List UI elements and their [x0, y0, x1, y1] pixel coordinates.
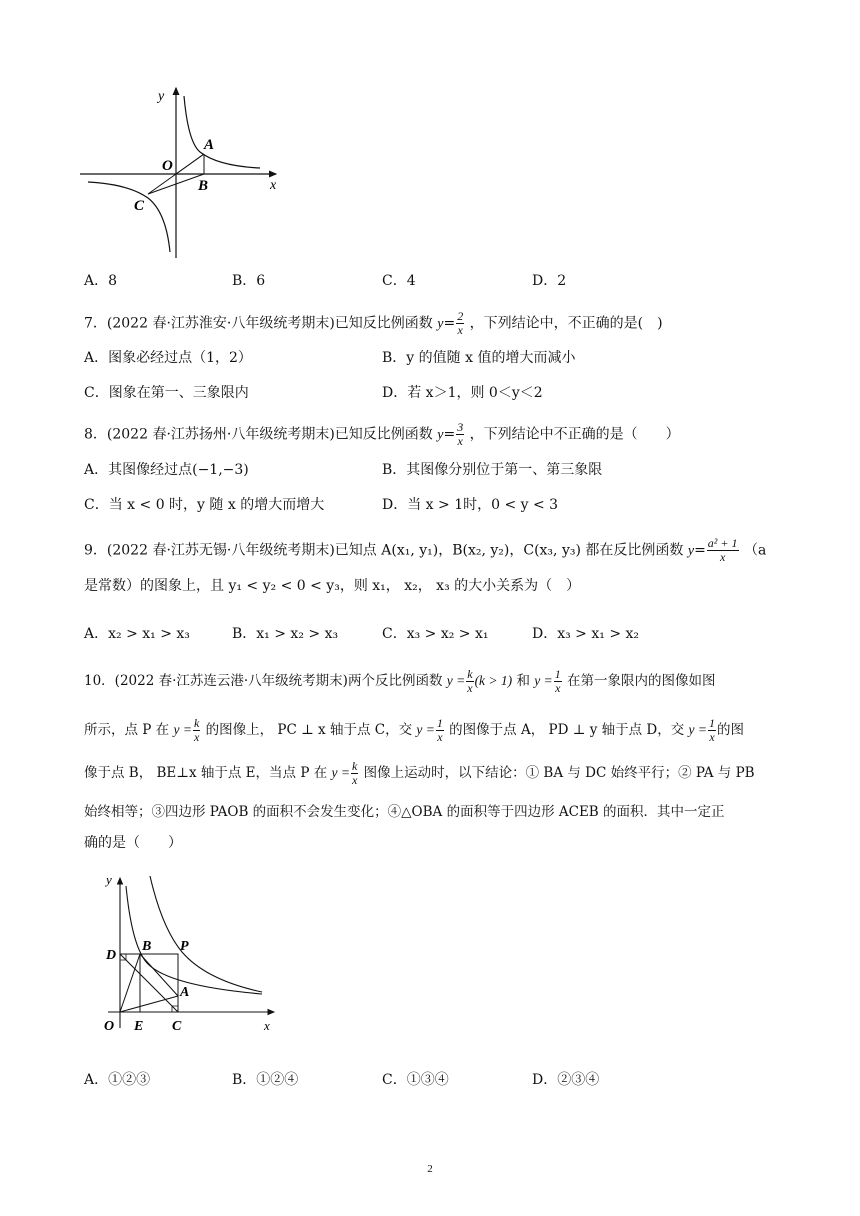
- q10-stem-line4: 始终相等；③四边形 PAOB 的面积不会发生变化；④△OBA 的面积等于四边形 ACEB 的面积．其中一定正: [84, 804, 725, 820]
- q10-frac-3: $\frac{k}{x}$: [193, 716, 200, 744]
- q8-fraction: $\frac{3}{x}$: [457, 420, 464, 448]
- q10-text-3: 在第一象限内的图像如图: [567, 673, 716, 689]
- label-x: x: [270, 178, 277, 193]
- label-D: D: [106, 948, 117, 963]
- q10-f6-lhs: y =: [331, 765, 350, 780]
- q8-option-b[interactable]: B．其图像分别位于第一、第三象限: [382, 462, 603, 478]
- label-P: P: [180, 939, 189, 954]
- q10-text-8: 像于点 B， BE⊥x 轴于点 E，当点 P 在: [84, 765, 328, 781]
- q10-option-a[interactable]: A．①②③: [84, 1072, 151, 1088]
- label-O: O: [104, 1019, 115, 1034]
- label-B: B: [142, 939, 152, 954]
- label-y: y: [158, 89, 165, 104]
- label-x: x: [264, 1018, 270, 1033]
- q10-figure: [96, 868, 286, 1038]
- segment-BA: [140, 954, 178, 996]
- q10-f2-lhs: y =: [534, 673, 553, 688]
- q10-text-4: 所示，点 P 在: [84, 722, 170, 738]
- label-C: C: [172, 1019, 182, 1034]
- q9-stem-line2: 是常数）的图象上，且 y₁ < y₂ < 0 < y₃，则 x₁， x₂， x₃ 的大小关系为（ ）: [84, 578, 581, 594]
- q9-stem-text-2: （a: [743, 542, 767, 559]
- q6-option-b[interactable]: B．6: [232, 273, 266, 289]
- q8-stem-text-2: ，下列结论中不正确的是（ ）: [469, 426, 680, 443]
- q9-option-b[interactable]: B．x₁ > x₂ > x₃: [232, 626, 339, 642]
- q9-option-a[interactable]: A．x₂ > x₁ > x₃: [84, 626, 190, 642]
- q10-text-1: 10．(2022 春·江苏连云港·八年级统考期末)两个反比例函数: [84, 673, 443, 689]
- q7-func-eq: =: [443, 315, 456, 332]
- q7-stem-text-2: ，下列结论中，不正确的是( ): [469, 315, 663, 332]
- hyperbola-branch-2: [88, 182, 170, 252]
- q7-option-a[interactable]: A．图象必经过点（1，2）: [84, 350, 252, 366]
- q6-figure: [78, 82, 288, 262]
- q8-func-lhs: y: [437, 427, 444, 443]
- q7-func-lhs: y: [437, 316, 444, 332]
- q10-text-6: 的图像于点 A， PD ⊥ y 轴于点 D，交: [449, 722, 685, 738]
- q10-text-9: 图像上运动时，以下结论：① BA 与 DC 始终平行；② PA 与 PB: [363, 765, 755, 781]
- q10-frac-4: $\frac{1}{x}$: [436, 716, 443, 744]
- q10-text-7: 的图: [717, 722, 745, 738]
- q8-func-eq: =: [443, 426, 456, 443]
- q9-stem-text: 9．(2022 春·江苏无锡·八年级统考期末)已知点 A(x₁, y₁)，B(x₂, y₂)，C(x₃, y₃) 都在反比例函数: [84, 542, 684, 559]
- q7-stem: [84, 310, 663, 337]
- q7-fraction: $\frac{2}{x}$: [457, 309, 464, 337]
- q7-stem-text: 7．(2022 春·江苏淮安·八年级统考期末)已知反比例函数: [84, 315, 433, 332]
- page-number: 2: [427, 1163, 433, 1175]
- q10-f3-lhs: y =: [173, 722, 192, 737]
- q8-option-c[interactable]: C．当 x < 0 时，y 随 x 的增大而增大: [84, 497, 325, 513]
- q9-option-d[interactable]: D．x₃ > x₁ > x₂: [532, 626, 640, 642]
- q8-option-d[interactable]: D．当 x > 1时，0 < y < 3: [382, 497, 559, 513]
- q10-stem-line3: [84, 760, 755, 787]
- label-E: E: [134, 1019, 144, 1034]
- q10-option-c[interactable]: C．①③④: [382, 1072, 449, 1088]
- q10-f1-cond: (k > 1): [474, 673, 513, 688]
- q10-stem-line1: [84, 668, 716, 695]
- q10-frac-5: $\frac{1}{x}$: [709, 716, 716, 744]
- q6-option-d[interactable]: D．2: [532, 273, 567, 289]
- q10-stem-line5: 确的是（ ）: [84, 835, 182, 851]
- q7-option-c[interactable]: C．图象在第一、三象限内: [84, 385, 249, 401]
- q9-func-lhs: y: [687, 543, 695, 559]
- q8-stem: [84, 421, 680, 448]
- label-C: C: [134, 198, 145, 214]
- label-y: y: [106, 872, 112, 887]
- q10-option-d[interactable]: D．②③④: [532, 1072, 600, 1088]
- q10-option-b[interactable]: B．①②④: [232, 1072, 299, 1088]
- label-O: O: [162, 158, 173, 174]
- q6-option-c[interactable]: C．4: [382, 273, 416, 289]
- q10-f1-lhs: y =: [446, 673, 466, 688]
- curve-k-over-x: [150, 876, 262, 992]
- q7-option-d[interactable]: D．若 x＞1，则 0＜y＜2: [382, 385, 543, 401]
- q9-fraction: $\frac{\text{a² + 1}}{x}$: [707, 536, 738, 564]
- q10-frac-2: $\frac{1}{x}$: [554, 667, 561, 695]
- q10-f5-lhs: y =: [688, 722, 708, 737]
- q9-func-eq: =: [694, 542, 706, 559]
- q8-option-a[interactable]: A．其图像经过点(−1,−3): [84, 462, 249, 478]
- label-B: B: [198, 178, 209, 194]
- q10-f4-lhs: y =: [416, 722, 435, 737]
- q9-option-c[interactable]: C．x₃ > x₂ > x₁: [382, 626, 489, 642]
- segment-DC: [120, 954, 178, 1012]
- q10-stem-line2: [84, 717, 744, 744]
- q9-stem-line1: [84, 537, 766, 564]
- label-A: A: [204, 137, 215, 153]
- label-A: A: [180, 985, 190, 1000]
- q8-stem-text: 8．(2022 春·江苏扬州·八年级统考期末)已知反比例函数: [84, 426, 433, 443]
- hyperbola-branch-1: [184, 96, 260, 168]
- q6-option-a[interactable]: A．8: [84, 273, 118, 289]
- q10-frac-1: $\frac{k}{x}$: [467, 667, 473, 695]
- q10-text-2: 和: [516, 673, 530, 689]
- q10-text-5: 的图像上， PC ⊥ x 轴于点 C，交: [205, 722, 413, 738]
- q7-option-b[interactable]: B．y 的值随 x 值的增大而减小: [382, 350, 576, 366]
- q10-frac-6: $\frac{k}{x}$: [351, 759, 358, 787]
- segment-OB: [120, 954, 140, 1012]
